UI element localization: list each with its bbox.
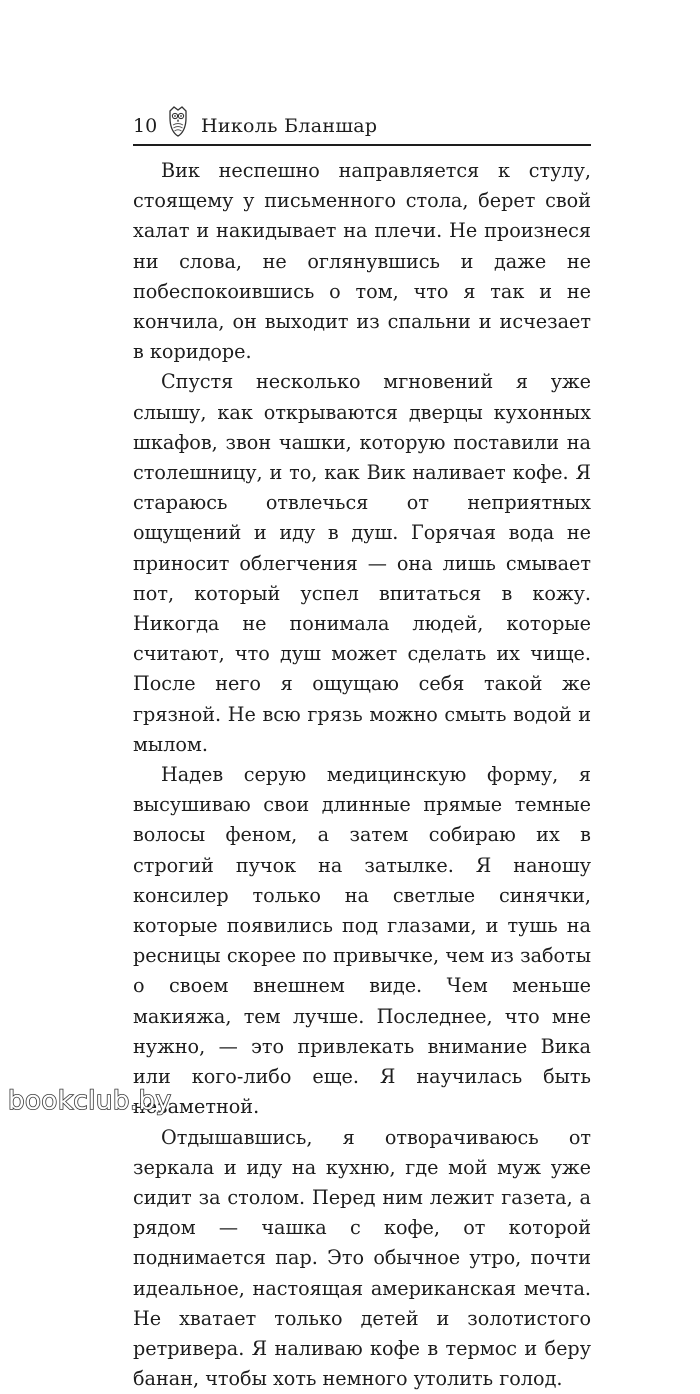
book-page-text bbox=[133, 156, 591, 1394]
running-header bbox=[133, 100, 591, 146]
page-number: 10 bbox=[133, 114, 157, 138]
paragraph: Спустя несколько мгновений я уже слышу, как открываются дверцы кухонных шкафов, звон чашки, которую поставили на столешницу, и то, как Вик наливает кофе. Я стараюсь отвлечься от неприятных ощущений и иду в душ. Горячая вода не приносит облегчения — она лишь смывает пот, который успел впитаться в кожу. Никогда не понимала людей, которые считают, что душ может сделать их чище. После него я ощущаю себя такой же грязной. Не всю грязь можно смыть водой и мылом. bbox=[133, 367, 591, 760]
paragraph: Отдышавшись, я отворачиваюсь от зеркала и иду на кухню, где мой муж уже сидит за столом. Перед ним лежит газета, а рядом — чашка с кофе, от которой поднимается пар. Это обычное утро, почти идеальное, настоящая американская мечта. Не хватает только детей и золотистого ретривера. Я наливаю кофе в термос и беру банан, чтобы хоть немного утолить голод. bbox=[133, 1123, 591, 1394]
watermark: bookclub.by bbox=[8, 1085, 172, 1117]
paragraph: Вик неспешно направляется к стулу, стоящему у письменного стола, берет свой халат и накидывает на плечи. Не произнеся ни слова, не оглянувшись и даже не побеспокоившись о том, что я так и не кончила, он выходит из спальни и исчезает в коридоре. bbox=[133, 156, 591, 367]
author-name: Николь Бланшар bbox=[201, 114, 377, 138]
paragraph: Надев серую медицинскую форму, я высушиваю свои длинные прямые темные волосы феном, а затем собираю их в строгий пучок на затылке. Я наношу консилер только на светлые синячки, которые появились под глазами, и тушь на ресницы скорее по привычке, чем из заботы о своем внешнем виде. Чем меньше макияжа, тем лучше. Последнее, что мне нужно, — это привлекать внимание Вика или кого-либо еще. Я научилась быть незаметной. bbox=[133, 760, 591, 1122]
owl-emblem-icon bbox=[166, 104, 190, 138]
